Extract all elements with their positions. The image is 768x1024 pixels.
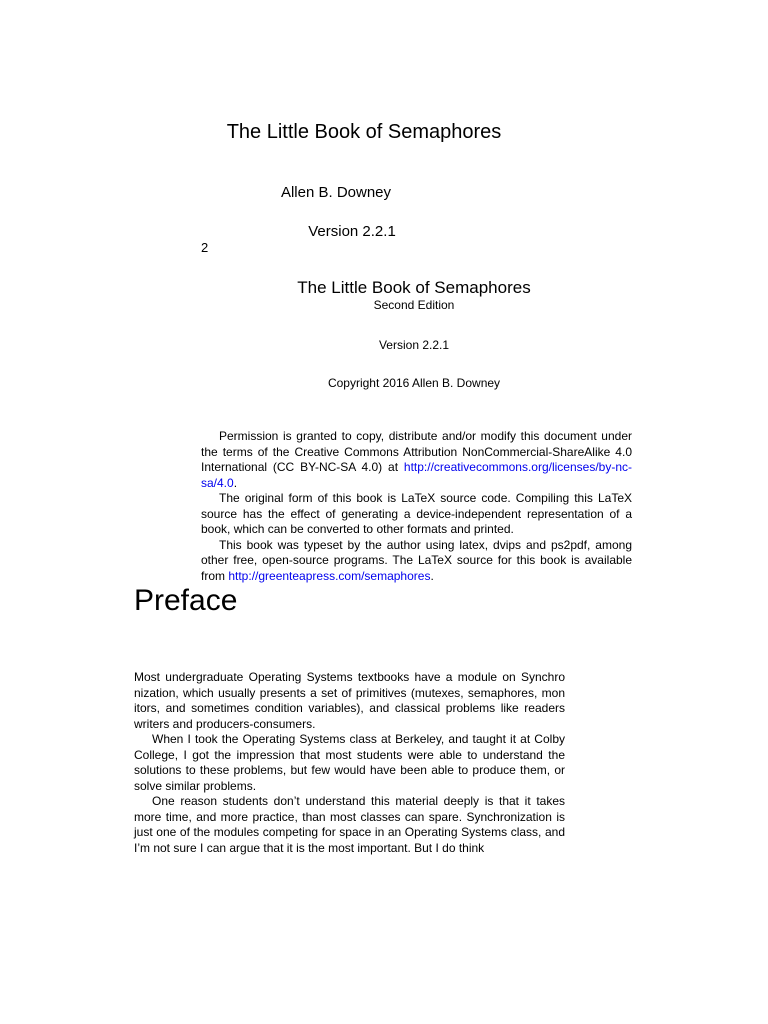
copyright-version-label: Version 2.2.1 bbox=[378, 338, 450, 352]
preface-body bbox=[134, 670, 565, 856]
edition-label: Second Edition bbox=[373, 298, 455, 312]
license-link[interactable]: http://creativecommons.org/licenses/by-nc-sa/4.0 bbox=[201, 460, 632, 490]
copyright-page-title: The Little Book of Semaphores bbox=[297, 278, 531, 297]
typeset-paragraph bbox=[201, 538, 632, 585]
typeset-text: This book was typeset by the author using latex, dvips and ps2pdf, among other free, open-source programs. The LaTeX source for this book is available from bbox=[201, 537, 632, 583]
license-block bbox=[201, 429, 632, 584]
permission-paragraph bbox=[201, 429, 632, 491]
preface-heading: Preface bbox=[134, 584, 238, 617]
book-title: The Little Book of Semaphores bbox=[226, 121, 502, 143]
copyright-notice: Copyright 2016 Allen B. Downey bbox=[327, 376, 501, 390]
preface-paragraph-2: When I took the Operating Systems class at Berkeley, and taught it at Colby College, I got the impression that most students were able to understand the solutions to these problems, but few would have been able to produce them, or solve similar problems. bbox=[134, 732, 565, 793]
permission-text: Permission is granted to copy, distribute and/or modify this document under the terms of the Creative Commons Attribution NonCommercial-ShareAlike 4.0 International (CC BY-NC-SA 4.0) at bbox=[201, 429, 632, 474]
license-link-period: . bbox=[233, 475, 238, 490]
source-link[interactable]: http://greenteapress.com/semaphores bbox=[228, 568, 431, 583]
original-form-paragraph: The original form of this book is LaTeX source code. Compiling this LaTeX source has the effect of generating a device-independent representation of a book, which can be converted to other formats and printed. bbox=[201, 491, 632, 536]
version-label: Version 2.2.1 bbox=[308, 223, 396, 240]
page-number: 2 bbox=[201, 240, 209, 255]
author-name: Allen B. Downey bbox=[280, 184, 392, 201]
preface-paragraph-3: One reason students don’t understand this material deeply is that it takes more time, and more practice, than most classes can spare. Synchronization is just one of the modules competing for space in an Operating Systems class, and I’m not sure I can argue that it is the most important. But I do think bbox=[134, 794, 565, 855]
preface-paragraph-1: Most undergraduate Operating Systems textbooks have a module on Synchro nization, which usually presents a set of primitives (mutexes, semaphores, mon itors, and sometimes condition variables), and classical problems like readers writers and producers-consumers. bbox=[134, 670, 565, 731]
source-link-period: . bbox=[430, 568, 434, 583]
